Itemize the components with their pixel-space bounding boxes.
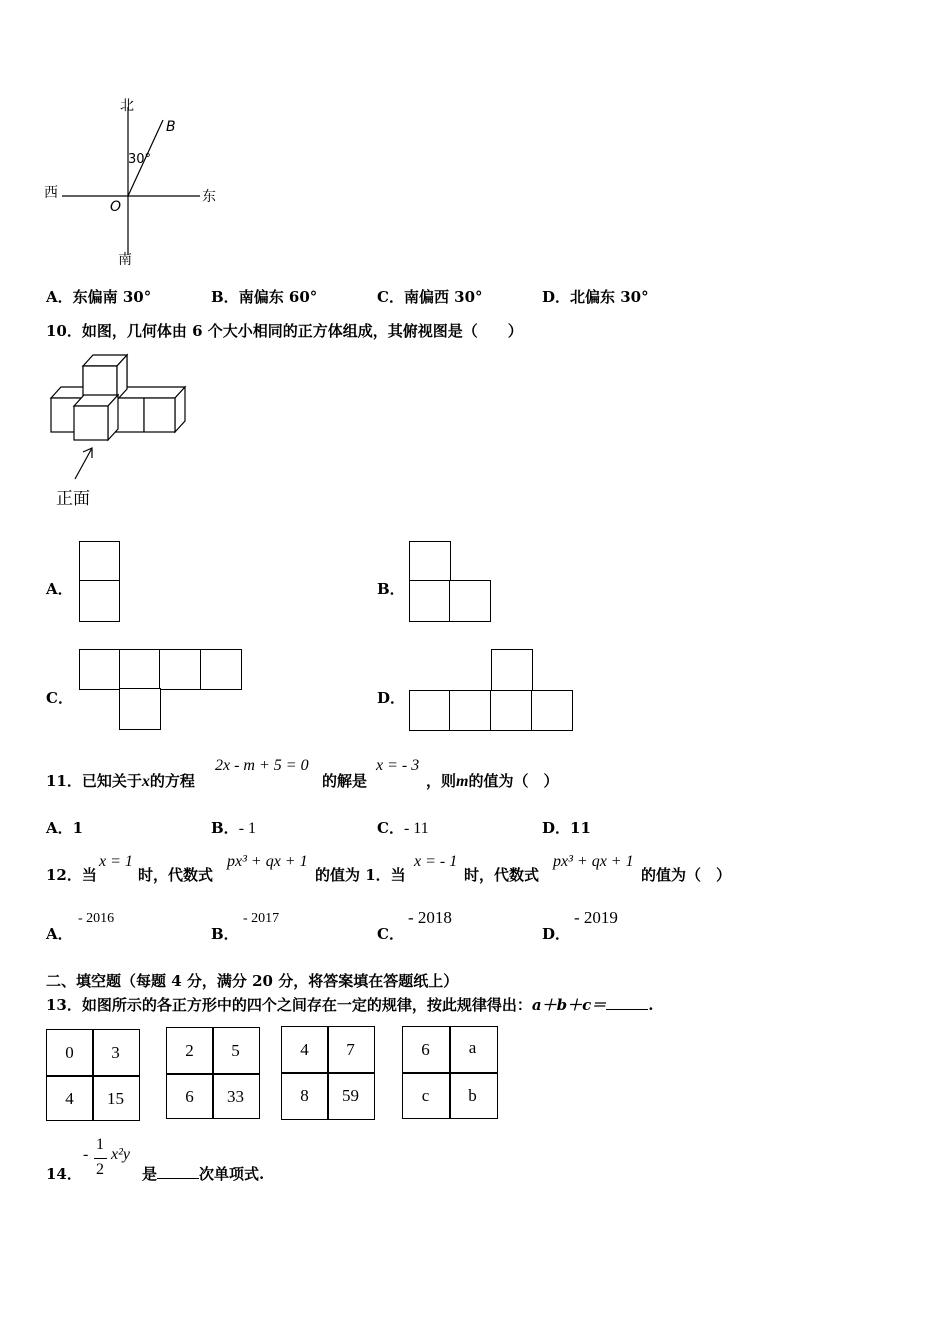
- q11-option-c[interactable]: C．- 11: [377, 819, 429, 837]
- q12-num: 12．当: [46, 866, 97, 884]
- q12-expression-2: px³ + qx + 1: [553, 853, 634, 870]
- q9-option-c[interactable]: C．南偏西 30°: [377, 288, 483, 306]
- q12-tail: 的值为（ ）: [641, 866, 732, 884]
- q12-mid-2: 的值为 1．当: [315, 866, 406, 884]
- section-2-title: 二、填空题（每题 4 分，满分 20 分，将答案填在答题纸上）: [46, 972, 459, 990]
- grid-cell: 2: [185, 1040, 194, 1060]
- q9-option-b[interactable]: B．南偏东 60°: [211, 288, 318, 306]
- q13-stem: 13．如图所示的各正方形中的四个之间存在一定的规律，按此规律得出：a＋b＋c＝ .: [46, 996, 654, 1014]
- front-label: 正面: [56, 489, 90, 509]
- q12-option-a-letter[interactable]: A．: [46, 925, 73, 943]
- q10-option-c-label[interactable]: C．: [46, 689, 73, 707]
- q14-minus: -: [83, 1146, 89, 1163]
- grid-cell: 4: [300, 1039, 309, 1059]
- q12-option-c-value[interactable]: - 2018: [408, 908, 452, 927]
- q14-num: 14．: [46, 1165, 82, 1183]
- grid-cell: 3: [111, 1042, 120, 1062]
- number-grid-4: [402, 1026, 498, 1119]
- q10-stem: 10．如图，几何体由 6 个大小相同的正方体组成，其俯视图是（ ）: [46, 322, 523, 340]
- cube-solid-figure: [45, 348, 195, 518]
- q9-option-d[interactable]: D．北偏东 30°: [542, 288, 649, 306]
- grid-cell: 15: [107, 1088, 124, 1108]
- q11-stem: 11．已知关于x的方程: [46, 772, 195, 790]
- q14-answer-blank[interactable]: [157, 1164, 199, 1179]
- q12-option-b-value[interactable]: - 2017: [243, 911, 280, 926]
- q12-expression-1: px³ + qx + 1: [227, 853, 308, 870]
- q14-denominator: 2: [96, 1161, 104, 1178]
- q12-mid-1: 时，代数式: [138, 866, 214, 884]
- q12-condition-2: x = - 1: [414, 853, 458, 870]
- q14-numerator: 1: [96, 1136, 104, 1153]
- number-grid-2: [166, 1027, 260, 1119]
- grid-cell: 4: [65, 1088, 74, 1108]
- q10-option-d-label[interactable]: D．: [377, 689, 406, 707]
- grid-cell: 7: [346, 1039, 355, 1059]
- q12-option-b-letter[interactable]: B．: [211, 925, 239, 943]
- grid-cell: a: [468, 1037, 477, 1057]
- grid-cell: 5: [231, 1040, 240, 1060]
- q12-option-a-value[interactable]: - 2016: [78, 911, 115, 926]
- east-label: 东: [202, 189, 216, 205]
- grid-cell: b: [468, 1085, 477, 1105]
- grid-cell: 59: [342, 1085, 359, 1105]
- grid-cell: 33: [227, 1086, 244, 1106]
- q11-stem-tail: ，则m的值为（ ）: [426, 772, 559, 790]
- q14-fraction-bar: [94, 1158, 107, 1159]
- grid-cell: 8: [300, 1085, 309, 1105]
- q10-option-a-label[interactable]: A．: [46, 580, 73, 598]
- number-grid-3: [281, 1026, 375, 1120]
- q11-option-b[interactable]: B．- 1: [211, 819, 257, 837]
- north-label: 北: [120, 98, 134, 114]
- q11-option-a[interactable]: A．1: [46, 819, 84, 837]
- q11-solution: x = - 3: [376, 757, 420, 774]
- grid-cell: 0: [65, 1042, 74, 1062]
- point-b-label: B: [166, 119, 176, 135]
- q10-option-b-label[interactable]: B．: [377, 580, 405, 598]
- q11-option-d[interactable]: D．11: [542, 819, 591, 837]
- q11-stem-mid: 的解是: [322, 772, 368, 790]
- q11-equation: 2x - m + 5 = 0: [215, 757, 309, 774]
- q12-condition-1: x = 1: [99, 853, 133, 870]
- number-grid-1: [46, 1029, 140, 1121]
- grid-cell: c: [421, 1085, 430, 1105]
- q12-mid-3: 时，代数式: [464, 866, 540, 884]
- q9-option-a[interactable]: A．东偏南 30°: [46, 288, 152, 306]
- grid-cell: 6: [185, 1086, 194, 1106]
- q14-monomial: x²y: [111, 1146, 130, 1163]
- origin-label: O: [110, 199, 122, 215]
- q12-option-d-value[interactable]: - 2019: [574, 908, 618, 927]
- west-label: 西: [44, 185, 58, 201]
- angle-label: 30°: [128, 152, 152, 167]
- south-label: 南: [118, 252, 132, 268]
- q12-option-c-letter[interactable]: C．: [377, 925, 404, 943]
- compass-diagram: [40, 95, 230, 270]
- q14-stem: 是 次单项式.: [142, 1165, 265, 1183]
- grid-cell: 6: [421, 1039, 430, 1059]
- q12-option-d-letter[interactable]: D．: [542, 925, 571, 943]
- q13-answer-blank[interactable]: [606, 995, 648, 1010]
